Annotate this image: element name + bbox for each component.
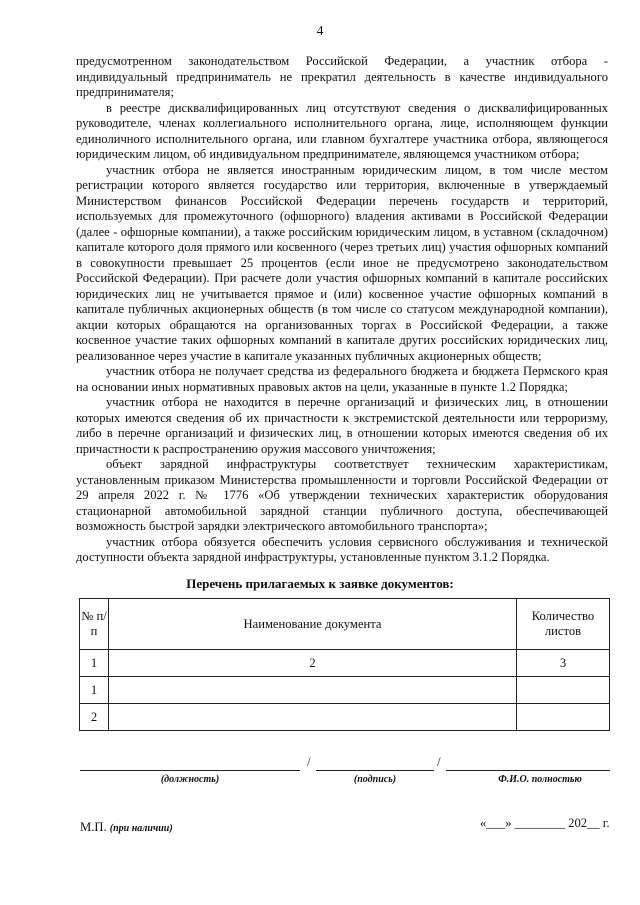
body-text [76, 54, 608, 566]
cell-name[interactable]: 2 [109, 650, 517, 677]
cell-sheets[interactable] [517, 704, 610, 731]
signature-line[interactable] [316, 758, 434, 771]
full-name-line[interactable] [446, 758, 610, 771]
cell-name[interactable] [109, 704, 517, 731]
header-sheets: Количество листов [517, 599, 610, 650]
header-num: № п/п [80, 599, 109, 650]
stamp-label: М.П. [80, 820, 107, 834]
cell-num: 1 [80, 650, 109, 677]
cell-sheets[interactable]: 3 [517, 650, 610, 677]
full-name-caption: Ф.И.О. полностью [498, 774, 582, 785]
position-line[interactable] [80, 758, 300, 771]
paragraph: участник отбора не находится в перечне организаций и физических лиц, в отношении которых имеются сведения об их причастности к экстремистской деятельности или терроризму, либо в перечне организаций и физических лиц, в отношении которых имеются сведения об их причастности к распространению оружия массового уничтожения; [76, 395, 608, 456]
stamp-note: (при наличии) [109, 823, 173, 834]
position-caption: (должность) [160, 774, 220, 785]
signature-caption: (подпись) [353, 774, 397, 785]
separator-slash: / [437, 754, 441, 769]
table-row [80, 677, 610, 704]
header-name: Наименование документа [109, 599, 517, 650]
cell-name[interactable] [109, 677, 517, 704]
paragraph: участник отбора не получает средства из федерального бюджета и бюджета Пермского края на основании иных нормативных правовых актов на цели, указанные в пункте 1.2 Порядка; [76, 364, 608, 394]
cell-num: 1 [80, 677, 109, 704]
paragraph: участник отбора не является иностранным юридическим лицом, в том числе местом регистрации которого является государство или территория, включенные в утверждаемый Министерством финансов Российской Федерации перечень государств и территорий, используемых для промежуточного (офшорного) владения активами в Российской Федерации (далее - офшорные компании), а также российским юридическим лицом, в уставном (складочном) капитале которого доля прямого или косвенного (через третьих лиц) участия офшорных компаний в совокупности превышает 25 процентов (если иное не предусмотрено законодательством Российской Федерации). При расчете доли участия офшорных компаний в капитале российских юридических лиц не учитывается прямое и (или) косвенное участие офшорных компаний в капитале публичных акционерных обществ (в том числе со статусом международной компании), акции которых обращаются на организованных торгах в Российской Федерации, а также косвенное участие таких офшорных компаний в капитале других российских юридических лиц, реализованное через участие в капитале указанных публичных акционерных обществ; [76, 162, 608, 363]
paragraph: объект зарядной инфраструктуры соответствует техническим характеристикам, установленным приказом Министерства промышленности и торговли Российской Федерации от 29 апреля 2022 г. № 1776 «Об утверждении технических характеристик оборудования стационарной автомобильной зарядной станции публичного доступа, обеспечивающей возможность быстрой зарядки электрического автомобильного транспорта»; [76, 457, 608, 533]
separator-slash: / [307, 754, 311, 769]
date-field[interactable]: «___» ________ 202__ г. [480, 816, 610, 830]
table-row [80, 704, 610, 731]
cell-num: 2 [80, 704, 109, 731]
table-row [80, 650, 610, 677]
paragraph: в реестре дисквалифицированных лиц отсутствуют сведения о дисквалифицированных руководителе, членах коллегиального исполнительного органа, лице, исполняющем функции единоличного исполнительного органа, или главном бухгалтере участника отбора, являющегося юридическим лицом, об индивидуальном предпринимателе, являющемся участником отбора; [76, 100, 608, 161]
documents-list-title: Перечень прилагаемых к заявке документов: [186, 576, 454, 591]
cell-sheets[interactable] [517, 677, 610, 704]
paragraph: участник отбора обязуется обеспечить условия сервисного обслуживания и технической доступности объекта зарядной инфраструктуры, установленные пунктом 3.1.2 Порядка. [76, 534, 608, 564]
documents-table [79, 598, 610, 731]
page-number: 4 [316, 24, 324, 39]
paragraph: предусмотренном законодательством Российской Федерации, а участник отбора - индивидуальный предприниматель не прекратил деятельность в качестве индивидуального предпринимателя; [76, 54, 608, 99]
table-header-row [80, 599, 610, 650]
stamp-place [80, 820, 173, 835]
